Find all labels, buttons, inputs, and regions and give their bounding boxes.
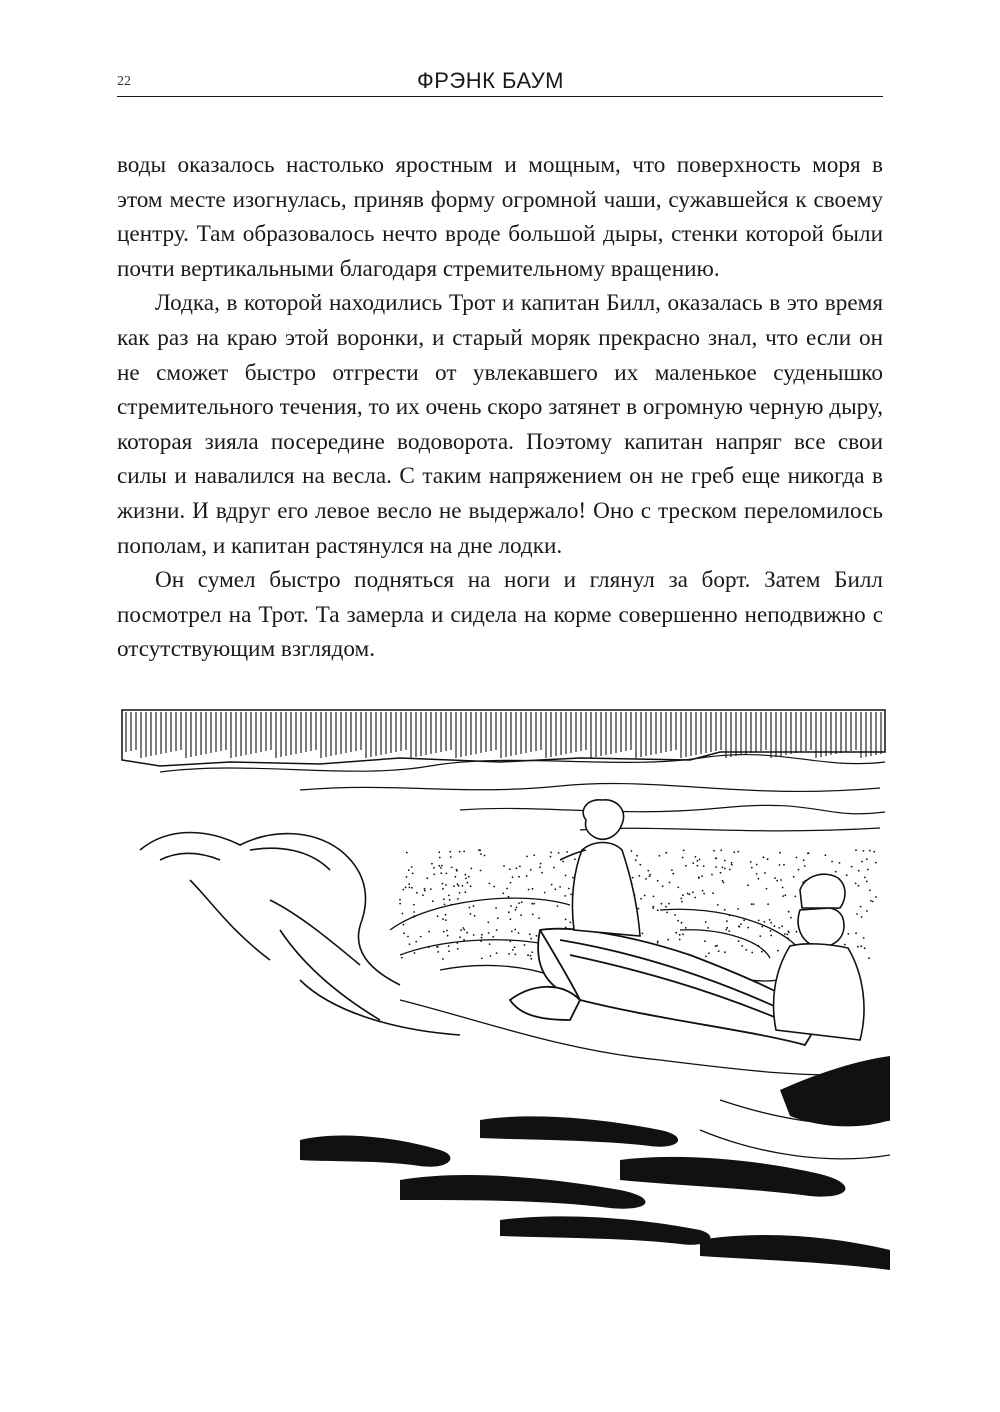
page-number: 22 xyxy=(117,74,131,89)
captain-figure xyxy=(774,874,864,1040)
boat xyxy=(510,929,820,1045)
body-text xyxy=(117,148,883,667)
running-title: ФРЭНК БАУМ xyxy=(417,68,564,93)
paragraph-3: Он сумел быстро подняться на ноги и глянул за борт. Затем Билл посмотрел на Трот. Та замерла и сидела на корме совершенно неподвижно с отсутствующим взглядом. xyxy=(117,567,883,663)
foreground-water xyxy=(300,1056,890,1270)
paragraph-2: Лодка, в которой находились Трот и капитан Билл, оказалась в это время как раз на краю этой воронки, и старый моряк прекрасно знал, что если он не сможет быстро отгрести от увлекавшего их маленькое суденышко стремительного течения, то их очень скоро затянет в огромную черную дыру, которая зияла посередине водоворота. Поэтому капитан напряг все свои силы и навалился на весла. С таким напряжением он не греб еще никогда в жизни. И вдруг его левое весло не выдержало! Оно с треском переломилось пополам, и капитан растянулся на дне лодки. xyxy=(117,290,883,559)
sky-band xyxy=(122,710,885,766)
running-header xyxy=(117,64,883,97)
boat-whirlpool-illustration xyxy=(100,700,900,1280)
distant-waves xyxy=(160,755,885,831)
ink-illustration-icon xyxy=(100,700,900,1280)
paragraph-1: воды оказалось настолько яростным и мощным, что поверхность моря в этом месте изогнулась, приняв форму огромной чаши, сужавшейся к своему центру. Там образовалось нечто вроде большой дыры, стенки которой были почти вертикальными благодаря стремительному вращению. xyxy=(117,152,883,282)
girl-figure xyxy=(560,800,640,936)
wave-crest-left xyxy=(140,833,460,1036)
